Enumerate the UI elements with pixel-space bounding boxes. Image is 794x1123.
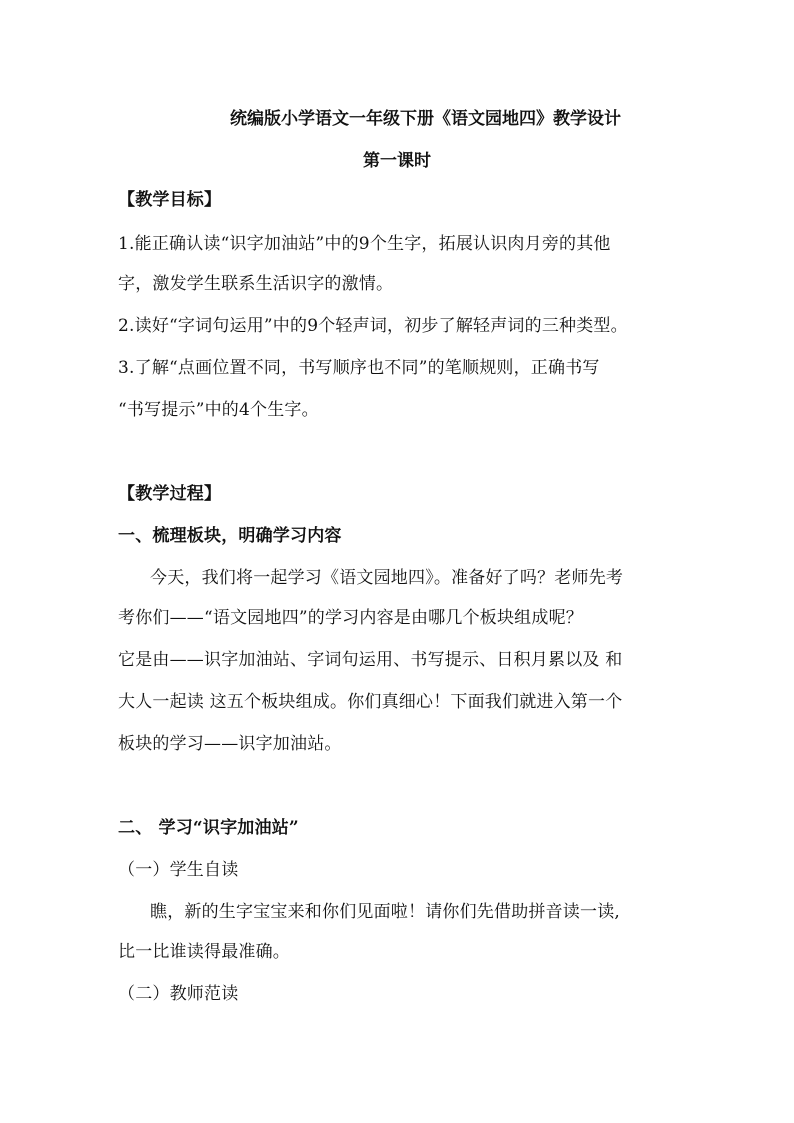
section-2-subheading-1: （一）学生自读 bbox=[118, 860, 239, 880]
objective-1-line-2: 字，激发学生联系生活识字的激情。 bbox=[118, 274, 394, 294]
document-subtitle: 第一课时 bbox=[363, 151, 431, 171]
objective-1-line-1: 1.能正确认读“识字加油站”中的9个生字，拓展认识肉月旁的其他 bbox=[118, 234, 611, 254]
section-1-paragraph-line-4: 大人一起读 这五个板块组成。你们真细心！下面我们就进入第一个 bbox=[118, 692, 623, 712]
section-1-paragraph-line-1: 今天，我们将一起学习《语文园地四》。准备好了吗？老师先考 bbox=[150, 568, 624, 588]
objective-3-line-2: “书写提示”中的4个生字。 bbox=[118, 400, 319, 420]
section-1-heading: 一、梳理板块，明确学习内容 bbox=[118, 526, 342, 546]
objectives-heading: 【教学目标】 bbox=[118, 190, 222, 210]
section-1-paragraph-line-2: 考你们——“语文园地四”的学习内容是由哪几个板块组成呢？ bbox=[118, 608, 583, 628]
section-2-paragraph-line-2: 比一比谁读得最准确。 bbox=[118, 942, 290, 962]
section-1-paragraph-line-5: 板块的学习——识字加油站。 bbox=[118, 734, 342, 754]
process-heading: 【教学过程】 bbox=[118, 484, 222, 504]
section-2-paragraph-line-1: 瞧，新的生字宝宝来和你们见面啦！请你们先借助拼音读一读, bbox=[150, 902, 621, 922]
section-2-subheading-2: （二）教师范读 bbox=[118, 984, 239, 1004]
document-title: 统编版小学语文一年级下册《语文园地四》教学设计 bbox=[230, 109, 621, 129]
objective-2-line-1: 2.读好“字词句运用”中的9个轻声词，初步了解轻声词的三种类型。 bbox=[118, 316, 628, 336]
section-1-paragraph-line-3: 它是由——识字加油站、字词句运用、书写提示、日积月累以及 和 bbox=[118, 650, 623, 670]
objective-3-line-1: 3.了解“点画位置不同，书写顺序也不同”的笔顺规则，正确书写 bbox=[118, 358, 600, 378]
section-2-heading: 二、 学习“识字加油站” bbox=[118, 818, 299, 838]
